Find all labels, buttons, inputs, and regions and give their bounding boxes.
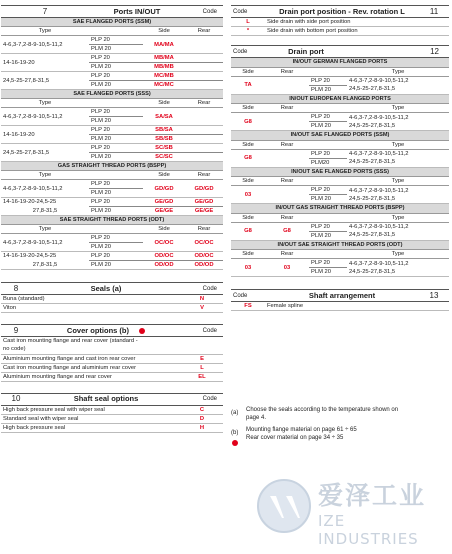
type-line: 24,5-25-27,8-31,5	[349, 195, 396, 202]
option-label: Viton	[1, 304, 181, 313]
col-side: Side	[143, 171, 185, 180]
code-cell: GE/GE	[185, 207, 223, 216]
option-code: L	[231, 18, 265, 27]
col-rear: Rear	[265, 67, 309, 76]
option-code: *	[231, 27, 265, 36]
note-text: Choose the seals according to the temperature shown on	[246, 407, 399, 413]
code-header: Code	[181, 283, 223, 295]
ports-table	[1, 5, 223, 270]
type-cell: 14-16-19-20-24,5-25	[3, 253, 57, 260]
subheader: SAE STRAIGHT THREAD PORTS (ODT)	[1, 216, 223, 225]
col-rear: Rear	[265, 104, 309, 113]
option-label: Female spline	[265, 302, 449, 311]
option-code: N	[181, 295, 223, 304]
cover-title-text: Cover options (b)	[66, 325, 129, 335]
col-rear: Rear	[185, 27, 223, 36]
col-type: Type	[1, 225, 89, 234]
plm-cell: PLM 20	[89, 81, 143, 90]
col-rear: Rear	[265, 140, 309, 149]
subheader: IN/OUT SAE FLANGED PORTS (SSM)	[231, 131, 449, 140]
company-logo	[256, 468, 446, 548]
type-line: 4-6,3-7,2-8-9-10,5-11,2	[349, 114, 409, 121]
logo-en-text: IZE INDUSTRIES	[318, 512, 419, 548]
rear-code	[265, 149, 309, 167]
option-label: High back pressure seal	[1, 423, 181, 432]
plp-cell: PLP 20	[309, 76, 347, 85]
note-label: (a)	[231, 410, 239, 416]
option-label: Buna (standard)	[1, 295, 181, 304]
note-marker-icon	[139, 328, 145, 334]
option-code: H	[181, 423, 223, 432]
type-cell: 4-6,3-7,2-8-9-10,5-11,2	[1, 180, 89, 198]
plp-cell: PLP 20	[89, 252, 143, 261]
plp-cell: PLP 20	[89, 198, 143, 207]
col-side: Side	[231, 213, 265, 222]
note-marker-icon	[232, 440, 238, 446]
section-number: 7	[1, 6, 89, 18]
drain-port-table	[231, 45, 449, 58]
drain-block	[231, 58, 449, 95]
drain-position-table	[231, 5, 449, 36]
section-title: Shaft arrangement	[265, 290, 419, 302]
rear-code	[265, 113, 309, 131]
type-line: 24,5-25-27,8-31,5	[349, 159, 396, 165]
drain-block	[231, 241, 449, 278]
col-rear: Rear	[265, 250, 309, 259]
option-label: no code)	[1, 345, 181, 354]
plp-cell: PLP 20	[89, 234, 143, 243]
col-type: Type	[1, 99, 89, 108]
note-a	[231, 407, 449, 423]
col-side: Side	[231, 250, 265, 259]
plp-cell: PLP 20	[89, 54, 143, 63]
col-type: Type	[347, 104, 449, 113]
option-code: EL	[181, 372, 223, 381]
col-type: Type	[347, 177, 449, 186]
col-side: Side	[231, 104, 265, 113]
col-side: Side	[143, 27, 185, 36]
type-cell: 14-16-19-20	[1, 54, 89, 72]
code-cell: SB/SA	[143, 126, 185, 135]
code-cell: GD/GD	[185, 180, 223, 198]
code-cell: SC/SC	[143, 153, 185, 162]
option-code: C	[181, 405, 223, 414]
col-type: Type	[1, 27, 89, 36]
option-label: Side drain with side port position	[265, 18, 449, 27]
plp-cell: PLP 20	[309, 259, 347, 268]
code-cell: OC/OC	[185, 234, 223, 252]
subheader: IN/OUT SAE FLANGED PORTS (SSS)	[231, 168, 449, 177]
rear-code	[265, 186, 309, 204]
plp-cell: PLP 20	[89, 72, 143, 81]
plm-cell: PLM 20	[89, 261, 143, 270]
col-rear: Rear	[265, 213, 309, 222]
right-column	[231, 5, 449, 311]
type-cell	[347, 259, 449, 277]
type-line: 4-6,3-7,2-8-9-10,5-11,2	[349, 187, 409, 194]
option-label: Cast iron mounting flange and rear cover (standard -	[3, 338, 138, 344]
plm-cell: PLM 20	[309, 85, 347, 94]
type-line: 4-6,3-7,2-8-9-10,5-11,2	[349, 151, 409, 157]
code-cell: GD/GD	[143, 180, 185, 198]
code-header: Code	[185, 6, 223, 18]
type-cell: 24,5-25-27,8-31,5	[1, 144, 89, 162]
subheader: SAE FLANGED PORTS (SSM)	[1, 18, 223, 27]
subheader: IN/OUT GAS STRAIGHT THREAD PORTS (BSPP)	[231, 204, 449, 213]
code-header: Code	[231, 290, 265, 302]
logo-cn-text: 爱泽工业	[318, 481, 427, 510]
type-line: 24,5-25-27,8-31,5	[349, 268, 396, 275]
col-type: Type	[347, 250, 449, 259]
plp-cell: PLP 20	[89, 108, 143, 117]
type-cell	[347, 222, 449, 240]
section-number: 9	[1, 325, 31, 337]
note-text: Rear cover material on page 34 ÷ 35	[246, 434, 344, 441]
option-code: E	[181, 354, 223, 363]
plp-cell: PLP 20	[89, 144, 143, 153]
option-label: Aluminium mounting flange and rear cover	[1, 372, 181, 381]
col-rear: Rear	[185, 99, 223, 108]
option-code: FS	[231, 302, 265, 311]
subheader: IN/OUT EUROPEAN FLANGED PORTS	[231, 95, 449, 104]
type-cell: 24,5-25-27,8-31,5	[1, 72, 89, 90]
col-rear: Rear	[185, 225, 223, 234]
plp-cell: PLP 20	[309, 186, 347, 195]
option-code: V	[181, 304, 223, 313]
plp-cell: PLP 20	[309, 149, 347, 158]
col-type: Type	[347, 140, 449, 149]
drain-block	[231, 168, 449, 205]
plm-cell: PLM 20	[89, 153, 143, 162]
type-line: 24,5-25-27,8-31,5	[349, 232, 396, 238]
note-text: Mounting flange material on page 61 ÷ 65	[246, 427, 357, 433]
type-line: 24,5-25-27,8-31,5	[349, 86, 396, 92]
code-cell: SB/SB	[143, 135, 185, 144]
code-cell: MC/MC	[143, 81, 185, 90]
col-side: Side	[143, 225, 185, 234]
code-cell: OD/OC	[143, 252, 185, 261]
left-column	[1, 5, 223, 433]
option-code	[181, 345, 223, 354]
type-cell: 4-6,3-7,2-8-9-10,5-11,2	[1, 108, 89, 126]
code-header: Code	[231, 6, 265, 18]
plm-cell: PLM 20	[89, 207, 143, 216]
code-cell: MB/MB	[143, 63, 185, 72]
note-label: (b)	[231, 430, 239, 436]
code-cell: OD/OD	[185, 261, 223, 270]
type-line: 4-6,3-7,2-8-9-10,5-11,2	[349, 260, 409, 267]
code-cell: MC/MB	[143, 72, 185, 81]
section-title: Shaft seal options	[31, 393, 181, 405]
subheader: SAE FLANGED PORTS (SSS)	[1, 90, 223, 99]
code-cell: GE/GD	[143, 198, 185, 207]
plp-cell: PLP 20	[309, 222, 347, 231]
rear-code: G8	[265, 222, 309, 240]
section-title	[31, 325, 181, 337]
code-cell: OC/OC	[143, 234, 185, 252]
type-cell: 27,8-31,5	[1, 261, 89, 270]
col-type: Type	[347, 67, 449, 76]
type-line: 24,5-25-27,8-31,5	[349, 122, 396, 129]
type-line: 4-6,3-7,2-8-9-10,5-11,2	[349, 224, 409, 230]
drain-block	[231, 131, 449, 168]
code-cell: GE/GD	[185, 198, 223, 207]
type-cell: 14-16-19-20-24,5-25	[3, 199, 57, 206]
rear-code: 03	[265, 259, 309, 277]
plm-cell: PLM 20	[309, 195, 347, 204]
code-cell: MA/MA	[143, 36, 185, 54]
side-code: G8	[231, 113, 265, 131]
col-type: Type	[1, 171, 89, 180]
side-code: 03	[231, 259, 265, 277]
type-cell: 4-6,3-7,2-8-9-10,5-11,2	[1, 36, 89, 54]
col-side: Side	[231, 140, 265, 149]
plm-cell: PLM 20	[89, 63, 143, 72]
col-side: Side	[231, 67, 265, 76]
plp-cell: PLP 20	[89, 180, 143, 189]
col-type: Type	[347, 213, 449, 222]
col-rear: Rear	[265, 177, 309, 186]
subheader: IN/OUT SAE STRAIGHT THREAD PORTS (ODT)	[231, 241, 449, 250]
section-number: 8	[1, 283, 31, 295]
section-title: Drain port position - Rev. rotation L	[265, 6, 419, 18]
plp-cell: PLP 20	[309, 113, 347, 122]
plm-cell: PLM20	[309, 158, 347, 167]
side-code: TA	[231, 76, 265, 94]
code-header: Code	[231, 46, 265, 58]
section-title: Ports IN/OUT	[89, 6, 185, 18]
code-header: Code	[181, 393, 223, 405]
side-code: G8	[231, 149, 265, 167]
plp-cell: PLP 20	[89, 36, 143, 45]
plm-cell: PLM 20	[309, 268, 347, 277]
code-header: Code	[181, 325, 223, 337]
plm-cell: PLM 20	[89, 243, 143, 252]
section-title: Seals (a)	[31, 283, 181, 295]
plm-cell: PLM 20	[89, 189, 143, 198]
rear-code	[265, 76, 309, 94]
shaft-seal-table	[1, 393, 223, 433]
type-line: 4-6,3-7,2-8-9-10,5-11,2	[349, 78, 409, 84]
option-label: Aluminium mounting flange and cast iron rear cover	[1, 354, 181, 363]
type-cell: 4-6,3-7,2-8-9-10,5-11,2	[1, 234, 89, 252]
type-cell	[347, 76, 449, 94]
option-label: Side drain with bottom port position	[265, 27, 449, 36]
option-label: Standard seal with wiper seal	[1, 414, 181, 423]
type-cell: 14-16-19-20	[1, 126, 89, 144]
section-number: 10	[1, 393, 31, 405]
option-label: High back pressure seal with wiper seal	[1, 405, 181, 414]
code-cell: SC/SB	[143, 144, 185, 153]
code-cell: SA/SA	[143, 108, 185, 126]
shaft-arrangement-table	[231, 289, 449, 311]
subheader: GAS STRAIGHT THREAD PORTS (BSPP)	[1, 162, 223, 171]
side-code: G8	[231, 222, 265, 240]
drain-block	[231, 204, 449, 241]
section-title: Drain port	[265, 46, 347, 58]
plm-cell: PLM 20	[309, 231, 347, 240]
plm-cell: PLM 20	[309, 122, 347, 131]
plm-cell: PLM 20	[89, 117, 143, 126]
type-cell	[347, 113, 449, 131]
drain-blocks	[231, 58, 449, 277]
option-label: Cast iron mounting flange and aluminium rear cover	[1, 363, 181, 372]
note-b	[231, 427, 449, 451]
note-text: page 4.	[246, 414, 267, 421]
drain-block	[231, 95, 449, 132]
col-side: Side	[143, 99, 185, 108]
type-cell: 27,8-31,5	[1, 207, 89, 216]
type-cell	[347, 149, 449, 167]
code-cell: OD/OC	[185, 252, 223, 261]
section-number: 13	[419, 290, 449, 302]
plm-cell: PLM 20	[89, 135, 143, 144]
col-side: Side	[231, 177, 265, 186]
plm-cell: PLM 20	[89, 45, 143, 54]
seals-table	[1, 282, 223, 313]
section-number: 11	[419, 6, 449, 18]
code-cell: MB/MA	[143, 54, 185, 63]
option-code: D	[181, 414, 223, 423]
cover-options-table	[1, 324, 223, 382]
side-code: 03	[231, 186, 265, 204]
section-number: 12	[347, 46, 449, 58]
subheader: IN/OUT GERMAN FLANGED PORTS	[231, 58, 449, 67]
col-rear: Rear	[185, 171, 223, 180]
option-code: L	[181, 363, 223, 372]
code-cell: OD/OD	[143, 261, 185, 270]
code-cell: GE/GE	[143, 207, 185, 216]
type-cell	[347, 186, 449, 204]
plp-cell: PLP 20	[89, 126, 143, 135]
